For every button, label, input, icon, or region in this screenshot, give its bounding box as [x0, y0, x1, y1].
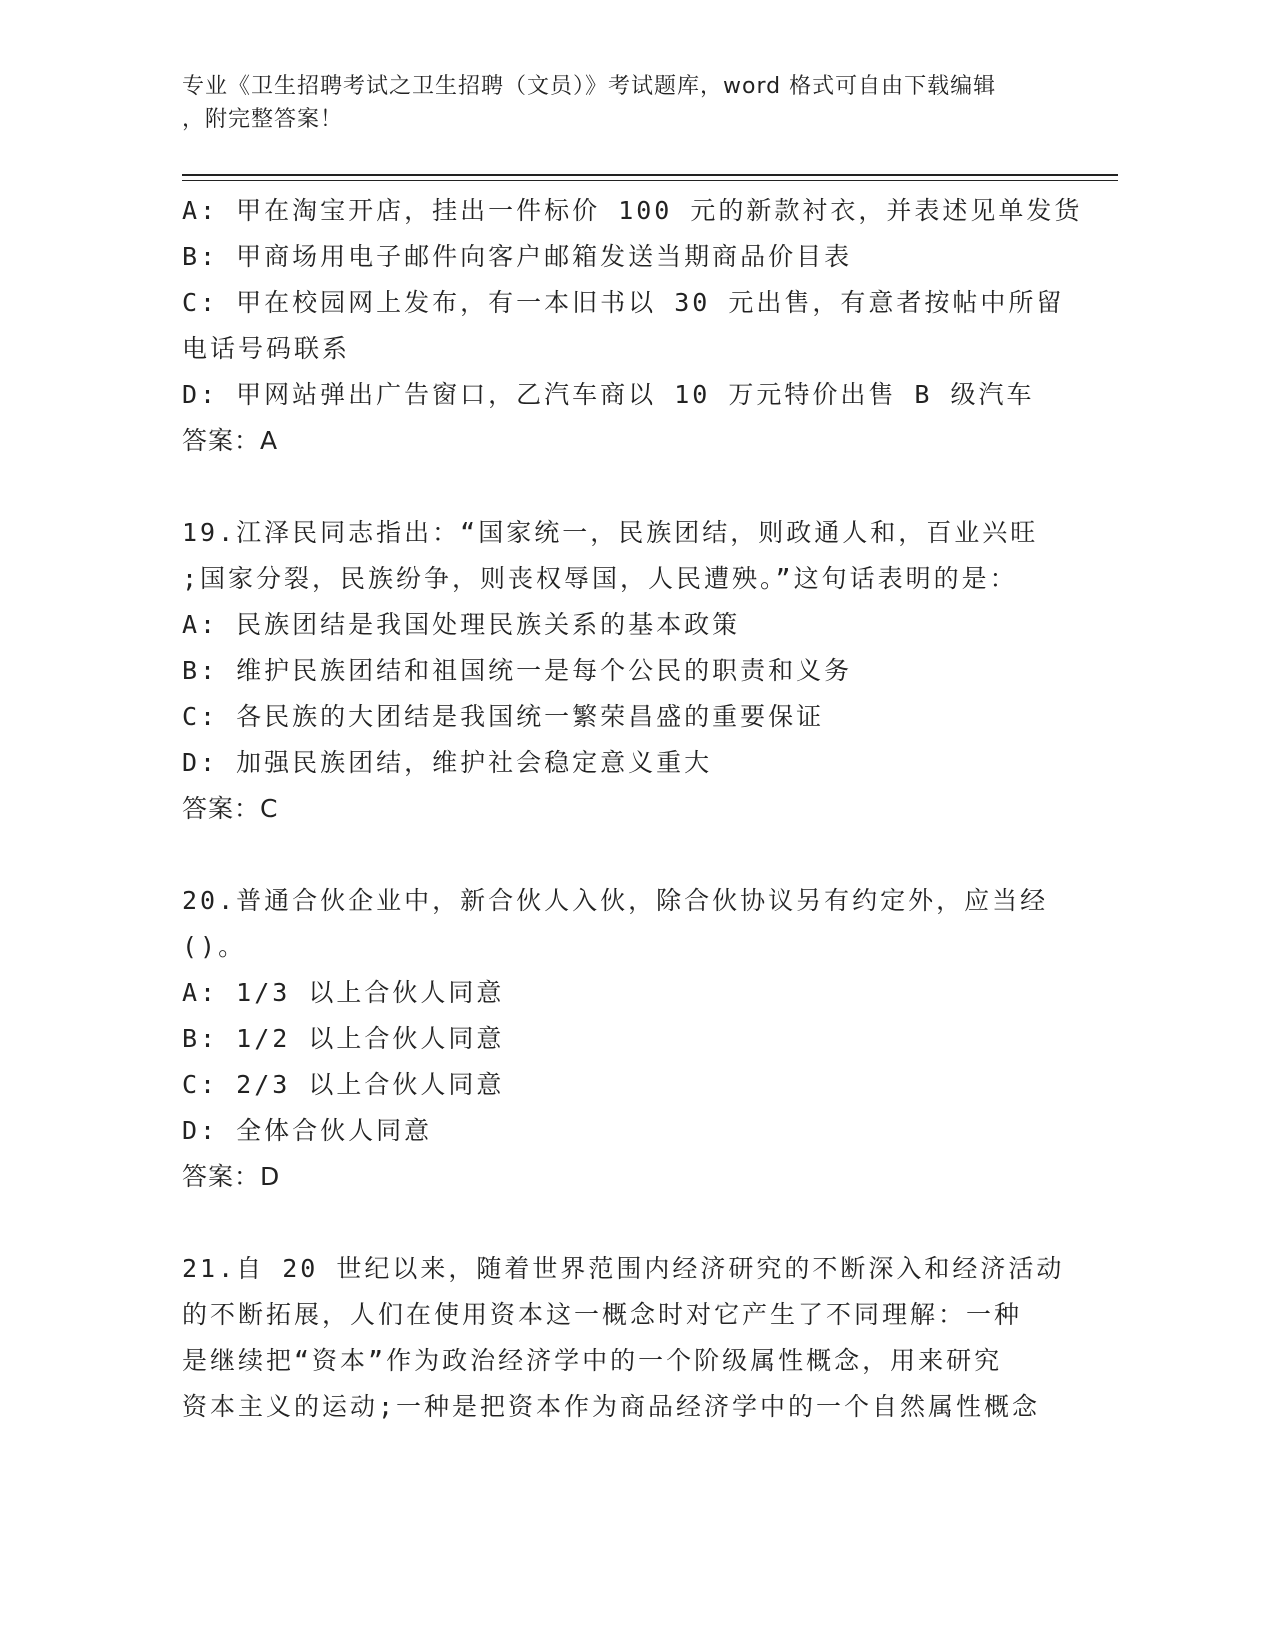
option-c-continued: 电话号码联系	[182, 334, 351, 363]
question-21	[182, 1246, 1082, 1430]
header-title-line-2: ，附完整答案！	[182, 107, 344, 132]
header-divider-thin	[182, 180, 1118, 181]
option-a: A: 甲在淘宝开店，挂出一件标价 100 元的新款衬衣，并表述见单发货	[182, 196, 1082, 225]
option-d: D: 甲网站弹出广告窗口，乙汽车商以 10 万元特价出售 B 级汽车	[182, 380, 1035, 409]
question-19	[182, 510, 1082, 832]
option-a: A: 民族团结是我国处理民族关系的基本政策	[182, 610, 741, 639]
question-stem-continued: ()。	[182, 932, 247, 961]
option-d: D: 全体合伙人同意	[182, 1116, 433, 1145]
option-c: C: 各民族的大团结是我国统一繁荣昌盛的重要保证	[182, 702, 825, 731]
option-b: B: 甲商场用电子邮件向客户邮箱发送当期商品价目表	[182, 242, 853, 271]
question-stem-continued: 是继续把“资本”作为政治经济学中的一个阶级属性概念，用来研究	[182, 1346, 1003, 1375]
spacer	[182, 1200, 1082, 1246]
question-20	[182, 878, 1082, 1200]
question-stem: 20.普通合伙企业中，新合伙人入伙，除合伙协议另有约定外，应当经	[182, 886, 1049, 915]
option-d: D: 加强民族团结，维护社会稳定意义重大	[182, 748, 713, 777]
header-title-line-1: 专业《卫生招聘考试之卫生招聘（文员）》考试题库，word 格式可自由下载编辑	[182, 74, 997, 99]
document-header	[182, 70, 1062, 136]
answer-line: 答案：A	[182, 426, 279, 455]
answer-line: 答案：D	[182, 1162, 281, 1191]
spacer	[182, 832, 1082, 878]
header-divider-thick	[182, 174, 1118, 176]
question-stem-continued: 资本主义的运动;一种是把资本作为商品经济学中的一个自然属性概念	[182, 1392, 1041, 1421]
question-stem-continued: ;国家分裂，民族纷争，则丧权辱国，人民遭殃。”这句话表明的是：	[182, 564, 1018, 593]
spacer	[182, 464, 1082, 510]
question-list	[182, 188, 1082, 1430]
question-18	[182, 188, 1082, 464]
option-a: A: 1/3 以上合伙人同意	[182, 978, 505, 1007]
question-stem: 19.江泽民同志指出：“国家统一，民族团结，则政通人和，百业兴旺	[182, 518, 1039, 547]
option-b: B: 1/2 以上合伙人同意	[182, 1024, 505, 1053]
answer-line: 答案：C	[182, 794, 279, 823]
option-c: C: 甲在校园网上发布，有一本旧书以 30 元出售，有意者按帖中所留	[182, 288, 1065, 317]
question-stem: 21.自 20 世纪以来，随着世界范围内经济研究的不断深入和经济活动	[182, 1254, 1065, 1283]
option-c: C: 2/3 以上合伙人同意	[182, 1070, 505, 1099]
question-stem-continued: 的不断拓展，人们在使用资本这一概念时对它产生了不同理解：一种	[182, 1300, 1023, 1329]
option-b: B: 维护民族团结和祖国统一是每个公民的职责和义务	[182, 656, 853, 685]
